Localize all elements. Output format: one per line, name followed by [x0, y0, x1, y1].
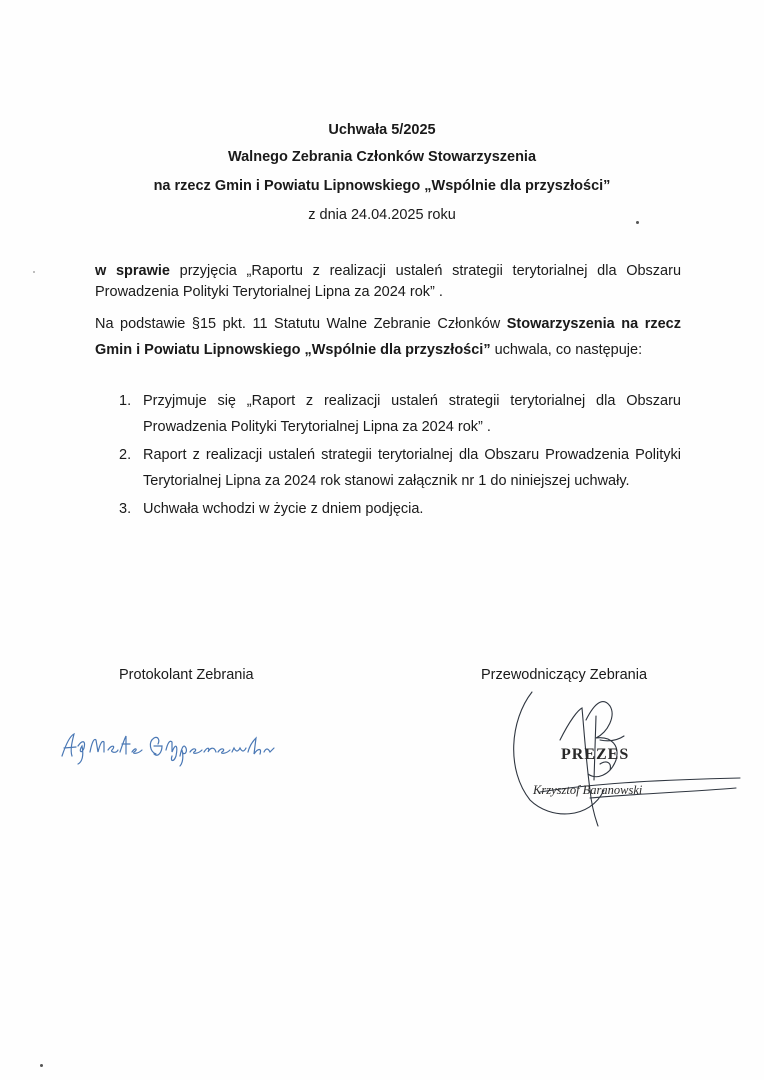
stamp-name: Krzysztof Baranowski [533, 783, 643, 797]
item-text: Przyjmuje się „Raport z realizacji ustaleń strategii terytorialnej dla Obszaru Prowadzenia Polityki Terytorialnej Lipna za 2024 rok” . [143, 393, 681, 435]
item-number: 3. [119, 501, 132, 517]
item-text: Uchwała wchodzi w życie z dniem podjęcia. [143, 501, 424, 517]
association-name: na rzecz Gmin i Powiatu Lipnowskiego „Wspólnie dla przyszłości” [153, 178, 611, 194]
subject-paragraph [95, 261, 681, 303]
recorder-label: Protokolant Zebrania [119, 667, 254, 683]
resolution-body-name: Walnego Zebrania Członków Stowarzyszenia [227, 149, 537, 165]
legal-basis-text: Na podstawie §15 pkt. 11 Statutu Walne Zebranie Członków [95, 316, 507, 332]
list-item [95, 496, 681, 522]
subject-prefix: w sprawie [95, 263, 170, 279]
legal-basis-organization: Stowarzyszenia na rzecz Gmin i Powiatu Lipnowskiego „Wspólnie dla przyszłości” [95, 316, 681, 358]
item-number: 1. [119, 393, 132, 409]
legal-basis-resolves: uchwala, co następuje: [490, 342, 643, 358]
subject-text: przyjęcia „Raportu z realizacji ustaleń strategii terytorialnej dla Obszaru Prowadzenia Polityki Terytorialnej Lipna za 2024 rok” . [95, 263, 682, 300]
resolution-items [95, 388, 681, 524]
item-text: Raport z realizacji ustaleń strategii terytorialnej dla Obszaru Prowadzenia Polityki Terytorialnej Lipna za 2024 rok stanowi załącznik nr 1 do niniejszej uchwały. [143, 447, 681, 489]
resolution-date: z dnia 24.04.2025 roku [308, 207, 456, 223]
recorder-handwritten-signature [58, 722, 288, 772]
scan-speck [40, 1064, 43, 1067]
chairman-label: Przewodniczący Zebrania [481, 667, 648, 683]
scan-speck [636, 221, 639, 224]
resolution-title: Uchwała 5/2025 [328, 122, 436, 138]
scan-speck [33, 271, 35, 273]
item-number: 2. [119, 447, 132, 463]
legal-basis-paragraph [95, 311, 681, 363]
list-item [95, 388, 681, 440]
stamp-title: PREZES [561, 746, 630, 763]
list-item [95, 442, 681, 494]
